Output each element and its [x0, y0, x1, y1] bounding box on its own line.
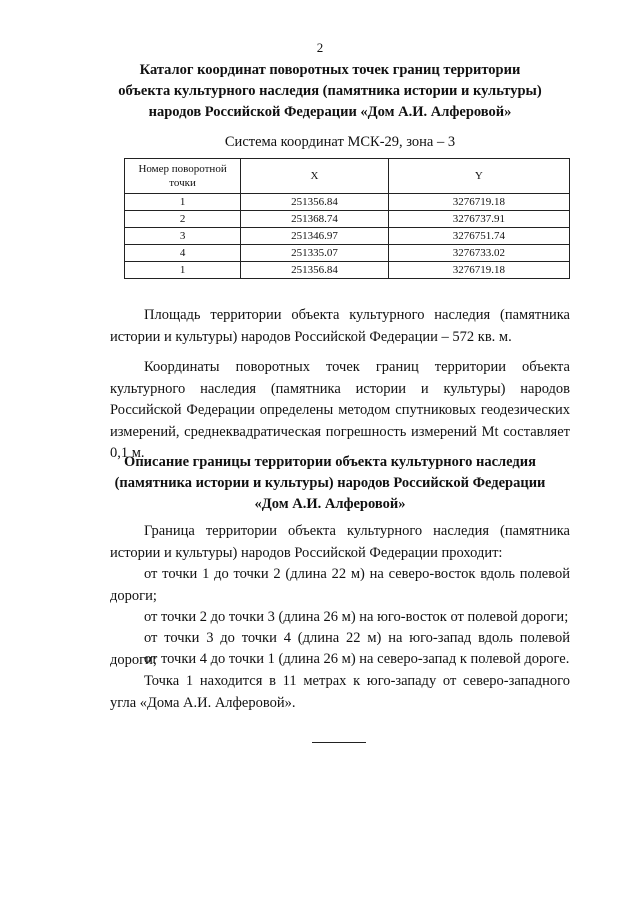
table-header-row [125, 159, 570, 194]
catalog-title-line: объекта культурного наследия (памятника истории и культуры) [118, 83, 542, 99]
cell-y: 3276719.18 [388, 194, 569, 211]
catalog-title-line: народов Российской Федерации «Дом А.И. Алферовой» [148, 104, 512, 120]
cell-y: 3276751.74 [388, 228, 569, 245]
cell-x: 251335.07 [241, 245, 389, 262]
point-location-paragraph: Точка 1 находится в 11 метрах к юго-западу от северо-западного угла «Дома А.И. Алферовой». [110, 673, 570, 711]
header-point-number: Номер поворотной точки [125, 159, 241, 194]
table-row [125, 262, 570, 279]
table-row [125, 245, 570, 262]
cell-x: 251346.97 [241, 228, 389, 245]
cell-y: 3276737.91 [388, 211, 569, 228]
cell-x: 251356.84 [241, 194, 389, 211]
cell-point: 4 [125, 245, 241, 262]
cell-point: 1 [125, 262, 241, 279]
cell-x: 251368.74 [241, 211, 389, 228]
header-y: Y [388, 159, 569, 194]
border-intro-paragraph: Граница территории объекта культурного наследия (памятника истории и культуры) народов Российской Федерации проходит: [110, 523, 570, 561]
cell-y: 3276733.02 [388, 245, 569, 262]
cell-y: 3276719.18 [388, 262, 569, 279]
border-segment: от точки 1 до точки 2 (длина 22 м) на северо-восток вдоль полевой дороги; [110, 566, 570, 604]
table-row [125, 211, 570, 228]
header-x: X [241, 159, 389, 194]
coordinates-table [124, 158, 570, 279]
catalog-title-line: Каталог координат поворотных точек границ территории [139, 62, 521, 78]
end-divider [312, 742, 366, 743]
description-title-line: (памятника истории и культуры) народов Российской Федерации [114, 475, 546, 491]
cell-point: 1 [125, 194, 241, 211]
table-row [125, 194, 570, 211]
cell-point: 2 [125, 211, 241, 228]
page-number: 2 [316, 40, 324, 55]
coordinate-system: Система координат МСК-29, зона – 3 [224, 134, 456, 150]
area-paragraph: Площадь территории объекта культурного наследия (памятника истории и культуры) народов Российской Федерации – 572 кв. м. [110, 307, 570, 345]
border-segment: от точки 4 до точки 1 (длина 26 м) на северо-запад к полевой дороге. [144, 651, 570, 667]
description-title [110, 452, 550, 515]
coordinates-method-paragraph: Координаты поворотных точек границ территории объекта культурного наследия (памятника истории и культуры) народов Российской Федерации определены методом спутниковых геодезических измерений, среднеквадратическая погрешность измерений Mt составляет 0,1 м. [110, 359, 570, 461]
cell-point: 3 [125, 228, 241, 245]
border-segment: от точки 3 до точки 4 (длина 22 м) на юго-запад вдоль полевой дороги; [110, 630, 570, 668]
catalog-title [100, 60, 560, 123]
table-row [125, 228, 570, 245]
description-title-line: «Дом А.И. Алферовой» [254, 496, 406, 512]
border-segment: от точки 2 до точки 3 (длина 26 м) на юго-восток от полевой дороги; [144, 609, 569, 625]
cell-x: 251356.84 [241, 262, 389, 279]
description-title-line: Описание границы территории объекта культурного наследия [124, 454, 536, 470]
